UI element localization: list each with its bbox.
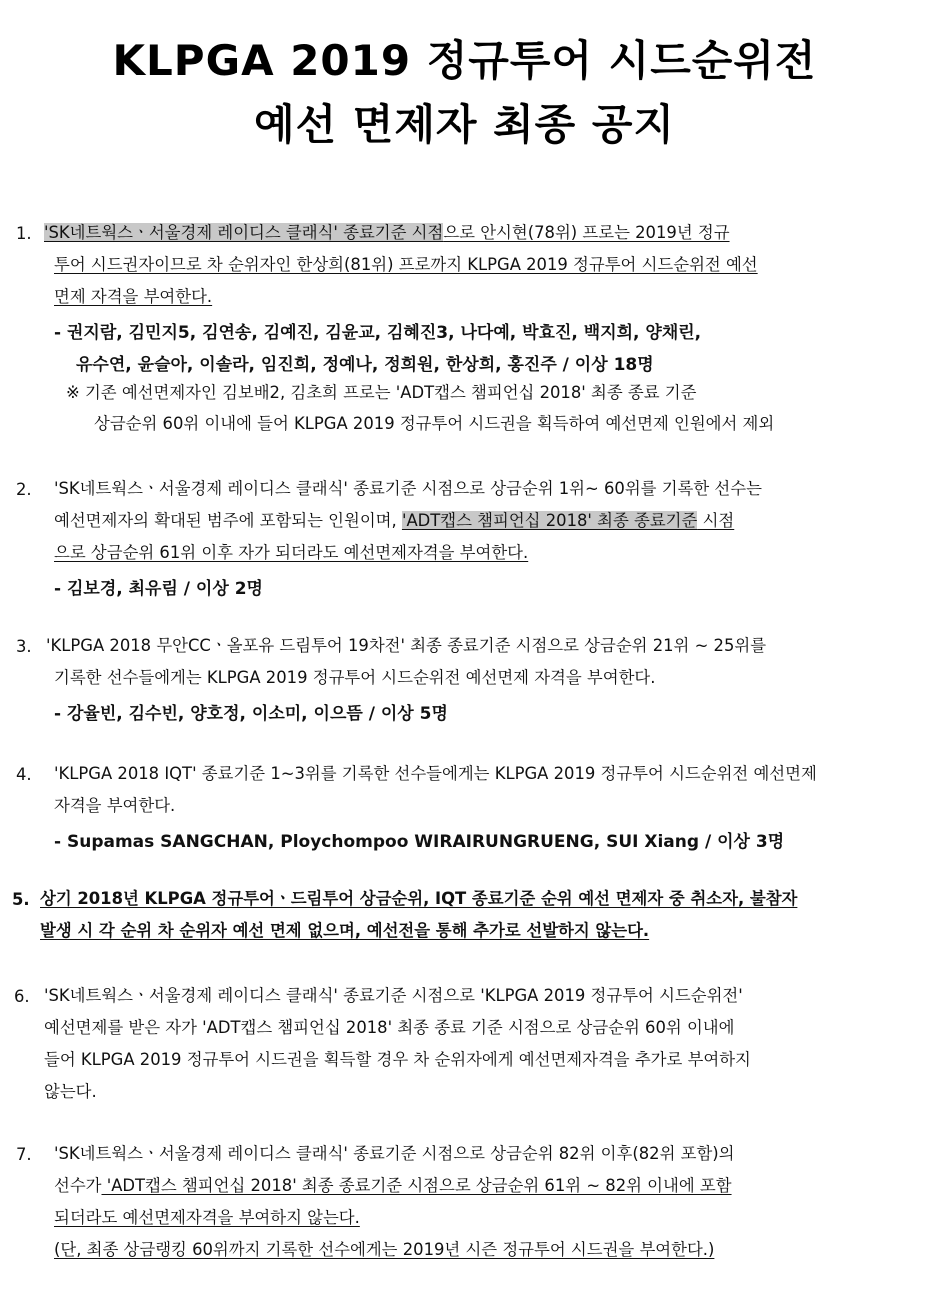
- item-line: 'KLPGA 2018 IQT' 종료기준 1~3위를 기록한 선수들에게는 KLPGA 2019 정규투어 시드순위전 예선면제: [54, 764, 817, 783]
- plain-text: 예선면제자의 확대된 범주에 포함되는 인원이며,: [54, 511, 402, 530]
- item-line: 상기 2018년 KLPGA 정규투어ㆍ드림투어 상금순위, IQT 종료기준 순위 예선 면제자 중 취소자, 불참자: [40, 889, 798, 908]
- item-number: 4.: [16, 765, 32, 784]
- item-number: 6.: [14, 987, 30, 1006]
- highlighted-text: 'ADT캡스 챔피언십 2018' 최종 종료기준: [401, 511, 698, 530]
- item-line: 투어 시드권자이므로 차 순위자인 한상희(81위) 프로까지 KLPGA 2019 정규투어 시드순위전 예선: [54, 255, 758, 274]
- item-number: 2.: [16, 480, 32, 499]
- notice-title-line-1: KLPGA 2019 정규투어 시드순위전: [112, 36, 817, 85]
- item-line: 'SK네트웍스ㆍ서울경제 레이디스 클래식' 종료기준 시점으로 'KLPGA 2019 정규투어 시드순위전': [44, 986, 743, 1005]
- player-list-line: - 권지람, 김민지5, 김연송, 김예진, 김윤교, 김혜진3, 나다예, 박효진, 백지희, 양채린,: [54, 323, 702, 343]
- notice-title-line-2: 예선 면제자 최종 공지: [253, 100, 675, 149]
- plain-text: 선수가: [54, 1176, 102, 1195]
- player-list-line: - 강율빈, 김수빈, 양호정, 이소미, 이으뜸 / 이상 5명: [54, 704, 448, 724]
- player-list-line: - 김보경, 최유림 / 이상 2명: [54, 579, 263, 599]
- item-line: [54, 1175, 732, 1197]
- highlighted-text: 'SK네트웍스ㆍ서울경제 레이디스 클래식' 종료기준 시점: [44, 223, 444, 242]
- note-line: ※ 기존 예선면제자인 김보배2, 김초희 프로는 'ADT캡스 챔피언십 2018' 최종 종료 기준: [66, 383, 697, 402]
- item-line: 들어 KLPGA 2019 정규투어 시드권을 획득할 경우 차 순위자에게 예선면제자격을 추가로 부여하지: [44, 1050, 751, 1069]
- item-line: [54, 510, 734, 532]
- item-line: [44, 222, 730, 244]
- underlined-text: 으로 안시현(78위) 프로는 2019년 정규: [443, 223, 730, 242]
- item-line: 기록한 선수들에게는 KLPGA 2019 정규투어 시드순위전 예선면제 자격을 부여한다.: [54, 668, 656, 687]
- player-list-line: - Supamas SANGCHAN, Ploychompoo WIRAIRUNGRUENG, SUI Xiang / 이상 3명: [54, 832, 785, 852]
- item-number: 3.: [16, 637, 32, 656]
- item-line: 발생 시 각 순위 차 순위자 예선 면제 없으며, 예선전을 통해 추가로 선발하지 않는다.: [40, 921, 650, 940]
- player-list-line: 유수연, 윤슬아, 이솔라, 임진희, 정예나, 정희원, 한상희, 홍진주 / 이상 18명: [76, 355, 654, 375]
- item-line: 'KLPGA 2018 무안CCㆍ올포유 드림투어 19차전' 최종 종료기준 시점으로 상금순위 21위 ~ 25위를: [46, 636, 767, 655]
- item-line: 되더라도 예선면제자격을 부여하지 않는다.: [54, 1208, 360, 1227]
- underlined-text: 'ADT캡스 챔피언십 2018' 최종 종료기준 시점으로 상금순위 61위 ~ 82위 이내에 포함: [101, 1176, 732, 1195]
- item-line: (단, 최종 상금랭킹 60위까지 기록한 선수에게는 2019년 시즌 정규투어 시드권을 부여한다.): [54, 1240, 715, 1259]
- item-line: 'SK네트웍스ㆍ서울경제 레이디스 클래식' 종료기준 시점으로 상금순위 1위~ 60위를 기록한 선수는: [54, 479, 762, 498]
- item-line: 않는다.: [44, 1082, 97, 1101]
- item-line: 예선면제를 받은 자가 'ADT캡스 챔피언십 2018' 최종 종료 기준 시점으로 상금순위 60위 이내에: [44, 1018, 735, 1037]
- item-line: 으로 상금순위 61위 이후 자가 되더라도 예선면제자격을 부여한다.: [54, 543, 529, 562]
- note-line: 상금순위 60위 이내에 들어 KLPGA 2019 정규투어 시드권을 획득하여 예선면제 인원에서 제외: [94, 414, 775, 433]
- item-number: 1.: [16, 224, 32, 243]
- item-line: 면제 자격을 부여한다.: [54, 287, 213, 306]
- underlined-text: 시점: [697, 511, 735, 530]
- item-number: 7.: [16, 1145, 32, 1164]
- item-number: 5.: [12, 890, 30, 909]
- item-line: 자격을 부여한다.: [54, 796, 176, 815]
- item-line: 'SK네트웍스ㆍ서울경제 레이디스 클래식' 종료기준 시점으로 상금순위 82위 이후(82위 포함)의: [54, 1144, 735, 1163]
